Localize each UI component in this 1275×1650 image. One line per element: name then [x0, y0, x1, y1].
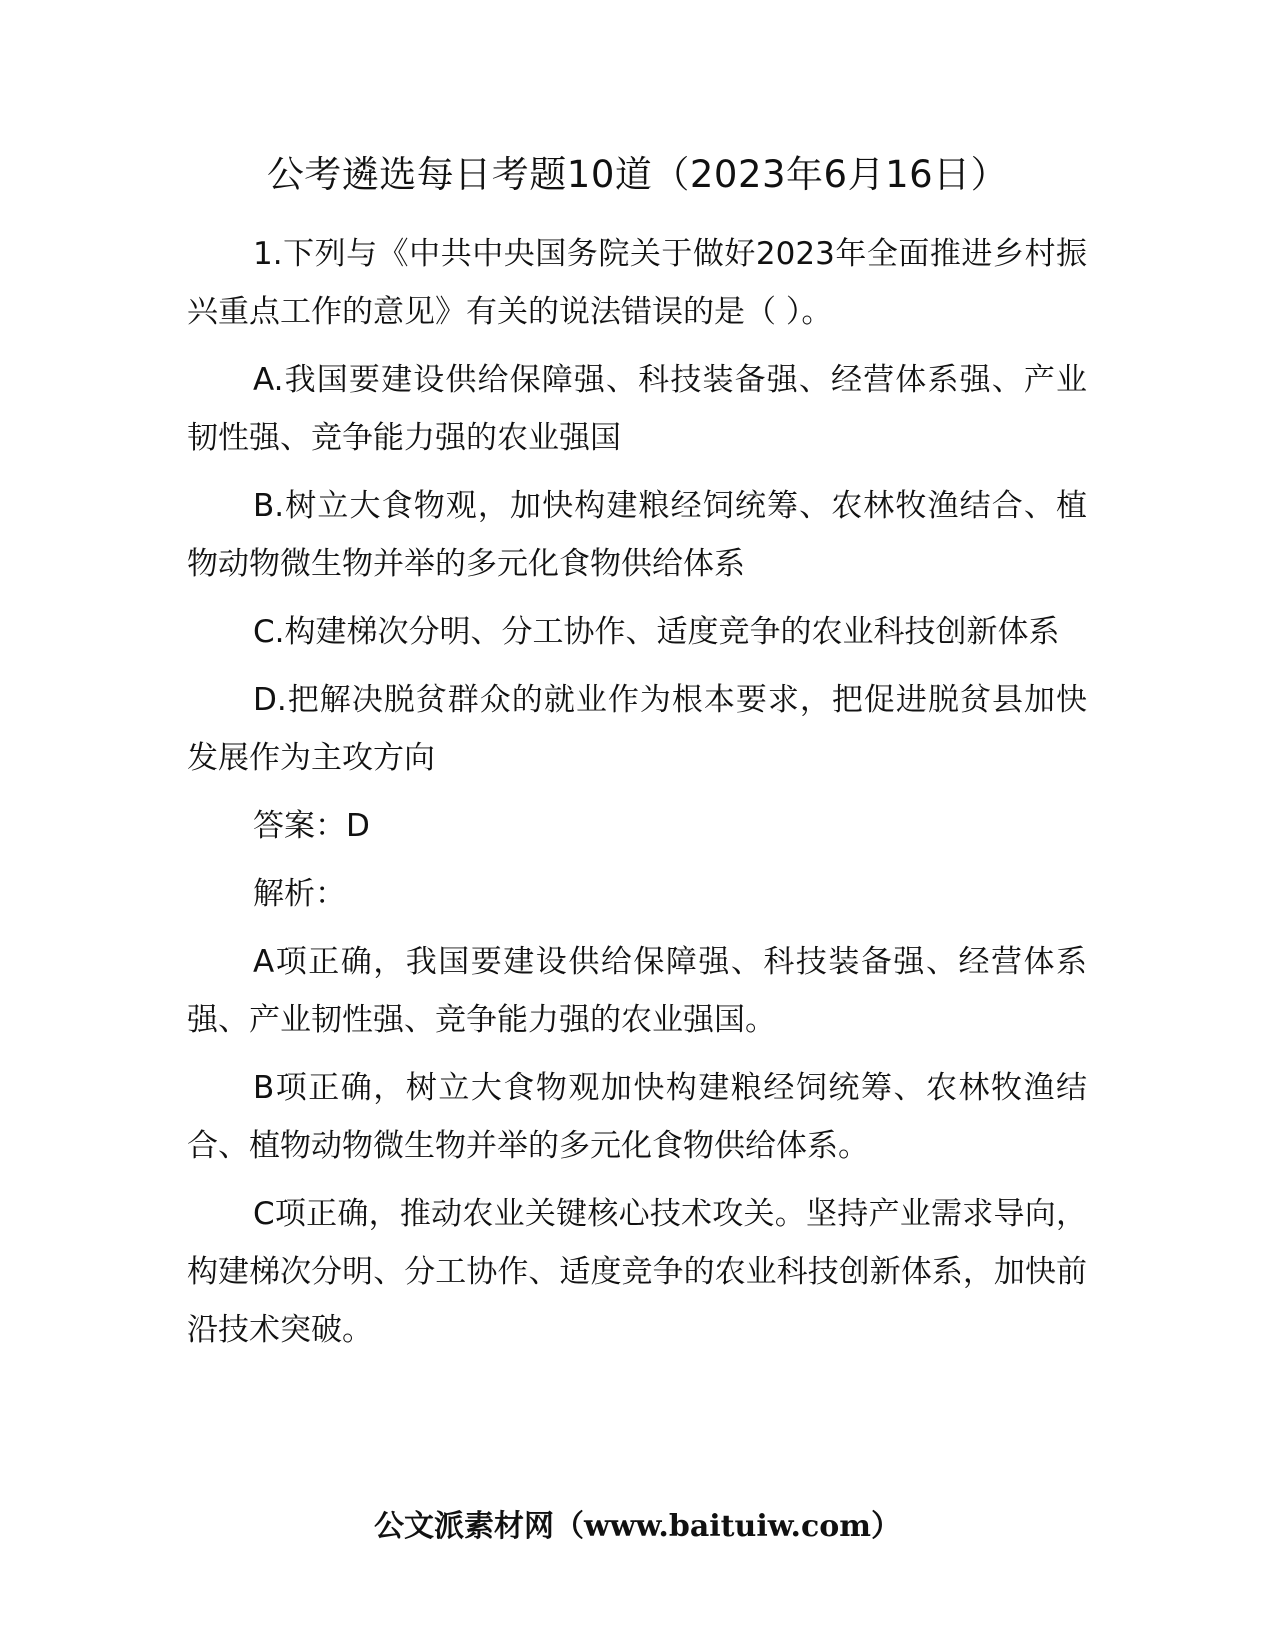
- document-body: [187, 225, 1087, 1369]
- option-d: D.把解决脱贫群众的就业作为根本要求，把促进脱贫县加快发展作为主攻方向: [187, 682, 1087, 776]
- page-title: 公考遴选每日考题10道（2023年6月16日）: [266, 153, 1009, 196]
- analysis-b: B项正确，树立大食物观加快构建粮经饲统筹、农林牧渔结合、植物动物微生物并举的多元化食物供给体系。: [187, 1070, 1087, 1164]
- option-a: A.我国要建设供给保障强、科技装备强、经营体系强、产业韧性强、竞争能力强的农业强国: [187, 362, 1087, 456]
- answer-line: 答案：D: [253, 808, 370, 844]
- analysis-label: 解析：: [253, 876, 346, 912]
- option-c: C.构建梯次分明、分工协作、适度竞争的农业科技创新体系: [253, 614, 1060, 650]
- option-b: B.树立大食物观，加快构建粮经饲统筹、农林牧渔结合、植物动物微生物并举的多元化食物供给体系: [187, 488, 1087, 582]
- analysis-a: A项正确，我国要建设供给保障强、科技装备强、经营体系强、产业韧性强、竞争能力强的农业强国。: [187, 944, 1087, 1038]
- analysis-c: C项正确，推动农业关键核心技术攻关。坚持产业需求导向，构建梯次分明、分工协作、适度竞争的农业科技创新体系，加快前沿技术突破。: [187, 1196, 1087, 1348]
- question-stem: 1.下列与《中共中央国务院关于做好2023年全面推进乡村振兴重点工作的意见》有关的说法错误的是（ ）。: [187, 236, 1087, 330]
- footer-source: 公文派素材网（www.baituiw.com）: [373, 1509, 902, 1544]
